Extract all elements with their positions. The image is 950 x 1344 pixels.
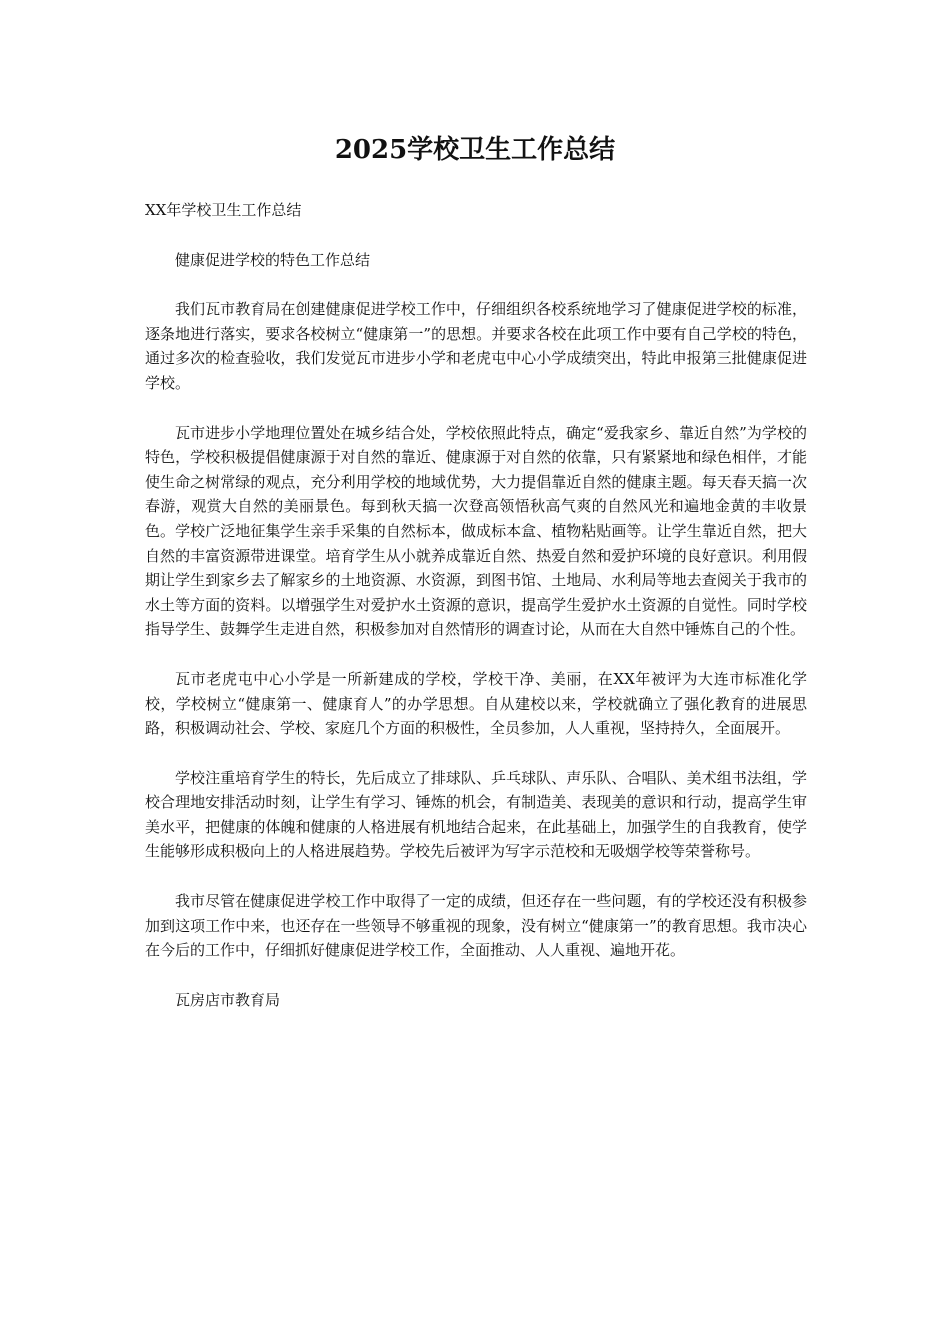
document-title: 2025学校卫生工作总结 xyxy=(334,135,616,165)
signature-org: 瓦房店市教育局 xyxy=(175,990,281,1009)
paragraph-intro: 我们瓦市教育局在创建健康促进学校工作中，仔细组织各校系统地学习了健康促进学校的标准，逐条地进行落实，要求各校树立“健康第一”的思想。并要求各校在此项工作中要有自己学校的特色，通过多次的检查验收，我们发觉瓦市进步小学和老虎屯中心小学成绩突出，特此申报第三批健康促进学校。 xyxy=(145,300,807,392)
document-body xyxy=(145,198,807,1012)
paragraph-student-talents: 学校注重培育学生的特长，先后成立了排球队、乒乓球队、声乐队、合唱队、美术组书法组，学校合理地安排活动时刻，让学生有学习、锤炼的机会，有制造美、表现美的意识和行动，提高学生审美水平，把健康的体魄和健康的人格进展有机地结合起来，在此基础上，加强学生的自我教育，使学生能够形成积极向上的人格进展趋势。学校先后被评为写字示范校和无吸烟学校等荣誉称号。 xyxy=(145,768,807,861)
section-heading: 健康促进学校的特色工作总结 xyxy=(175,250,371,269)
paragraph-conclusion: 我市尽管在健康促进学校工作中取得了一定的成绩，但还存在一些问题，有的学校还没有积极参加到这项工作中来，也还存在一些领导不够重视的现象，没有树立“健康第一”的教育思想。我市决心在今后的工作中，仔细抓好健康促进学校工作，全面推动、人人重视、遍地开花。 xyxy=(145,892,807,960)
document-subtitle: XX年学校卫生工作总结 xyxy=(145,201,302,219)
paragraph-jinbu-school: 瓦市进步小学地理位置处在城乡结合处，学校依照此特点，确定“爱我家乡、靠近自然”为学校的特色，学校积极提倡健康源于对自然的靠近、健康源于对自然的依靠，只有紧紧地和绿色相伴，才能使生命之树常绿的观点，充分利用学校的地域优势，大力提倡靠近自然的健康主题。每天春天搞一次春游，观赏大自然的美丽景色。每到秋天搞一次登高领悟秋高气爽的自然风光和遍地金黄的丰收景色。学校广泛地征集学生亲手采集的自然标本，做成标本盒、植物粘贴画等。让学生靠近自然，把大自然的丰富资源带进课堂。培育学生从小就养成靠近自然、热爱自然和爱护环境的良好意识。利用假期让学生到家乡去了解家乡的土地资源、水资源，到图书馆、土地局、水利局等地去查阅关于我市的水土等方面的资料。以增强学生对爱护水土资源的意识，提高学生爱护水土资源的自觉性。同时学校指导学生、鼓舞学生走进自然，积极参加对自然情形的调查讨论，从而在大自然中锤炼自己的个性。 xyxy=(145,423,807,639)
paragraph-laohutun-school: 瓦市老虎屯中心小学是一所新建成的学校，学校干净、美丽，在XX年被评为大连市标准化学校，学校树立“健康第一、健康育人”的办学思想。自从建校以来，学校就确立了强化教育的进展思路，积极调动社会、学校、家庭几个方面的积极性，全员参加，人人重视，坚持持久，全面展开。 xyxy=(145,669,807,738)
